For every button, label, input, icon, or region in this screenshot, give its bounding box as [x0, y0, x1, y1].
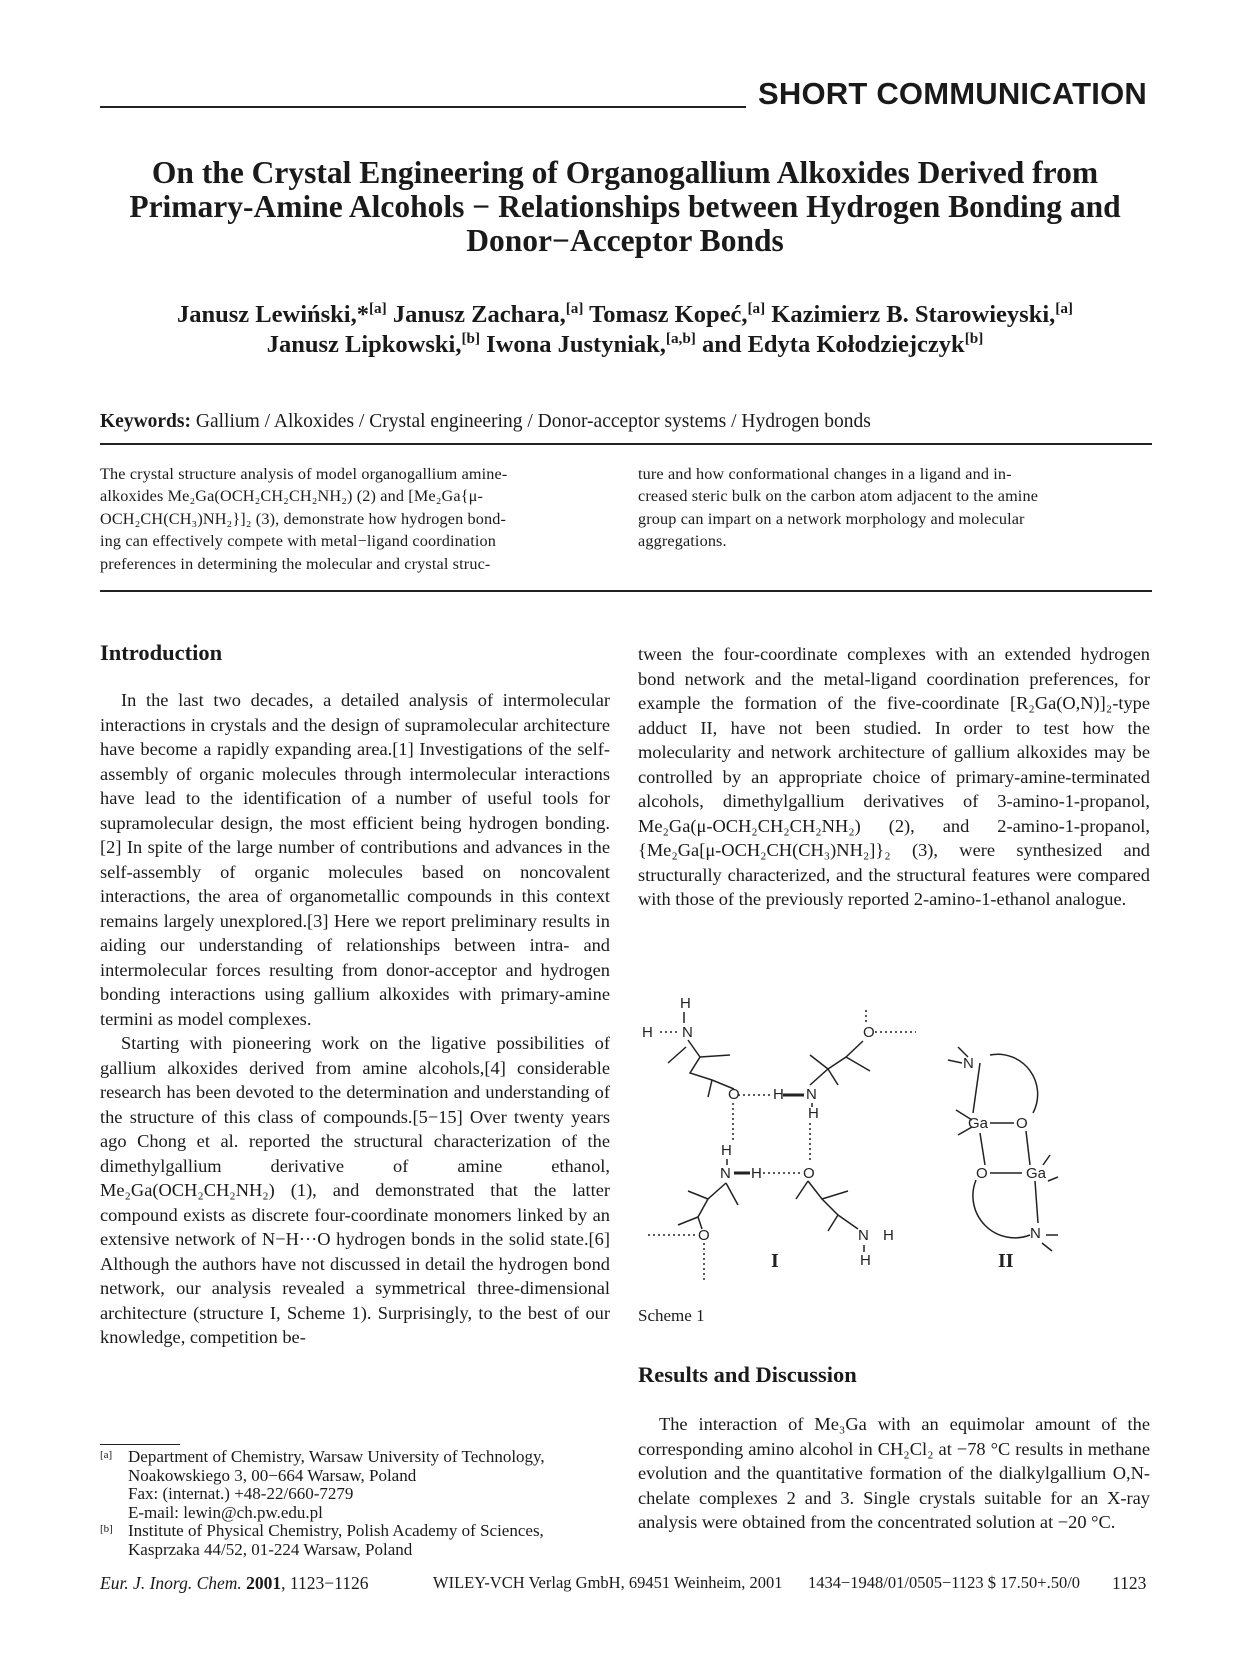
abstract-line: OCH₂CH(CH₃)NH₂}]₂ (3), demonstrate how hydrogen bond- [100, 509, 507, 528]
footnote-a [100, 1448, 610, 1522]
footnote-marker: [a] [100, 1449, 113, 1461]
footnote-line: Kasprzaka 44/52, 01-224 Warsaw, Poland [128, 1539, 413, 1559]
author-list [100, 300, 1150, 360]
left-column [100, 688, 610, 1350]
section-heading-introduction: Introduction [100, 640, 223, 665]
atom-label: H [860, 1252, 871, 1269]
footnote-marker: [b] [100, 1523, 113, 1536]
section-label: SHORT COMMUNICATION [758, 76, 1147, 111]
footnote-line: Institute of Physical Chemistry, Polish Academy of Sciences, [128, 1521, 544, 1541]
atom-label: O [803, 1165, 815, 1182]
author-affiliation: [b] [964, 329, 984, 347]
footnote-line: Fax: (internat.) +48-22/660-7279 [128, 1484, 354, 1504]
keywords-rule [100, 443, 1152, 445]
author-affiliation: [a] [1055, 299, 1073, 317]
journal-name: Eur. J. Inorg. Chem. [100, 1573, 242, 1593]
results-text [638, 1412, 1150, 1535]
scheme-caption: Scheme 1 [638, 1306, 705, 1325]
abstract-left [100, 463, 610, 575]
author-line-1 [100, 300, 1150, 330]
atom-label: H [642, 1024, 653, 1041]
atom-label: O [728, 1086, 740, 1103]
abstract-line: alkoxides Me₂Ga(OCH₂CH₂CH₂NH₂) (2) and [Me₂Ga{μ- [100, 487, 483, 506]
atom-label: N [963, 1055, 974, 1072]
atom-label: N [806, 1086, 817, 1103]
paragraph: Starting with pioneering work on the ligative possibilities of gallium alkoxides derived from amine alcohols,[4] considerable research has been devoted to the determination and understanding of the structure of this class of compounds.[5−15] Over twenty years ago Chong et al. reported the structural characterization of the dimethylgallium derivative of amine ethanol, Me₂Ga(OCH₂CH₂NH₂) (1), and demonstrated that the latter compound exists as discrete four-coordinate monomers linked by an extensive network of N−H···O hydrogen bonds in the solid state.[6] Although the authors have not discussed in detail the hydrogen bond network, our analysis revealed a symmetrical three-dimensional architecture (structure I, Scheme 1). Surprisingly, to the best of our knowledge, competition be- [100, 1033, 610, 1347]
abstract-line: The crystal structure analysis of model organogallium amine- [100, 465, 508, 483]
header-rule [100, 106, 746, 108]
title-line-3: Donor−Acceptor Bonds [466, 223, 784, 258]
keywords [100, 411, 1152, 433]
paragraph: The interaction of Me₃Ga with an equimolar amount of the corresponding amino alcohol in CH₂Cl₂ at −78 °C results in methane evolution and the quantitative formation of the dialkylgallium O,N-chelate complexes 2 and 3. Single crystals suitable for an X-ray analysis were obtained from the concentrated solution at −20 °C. [638, 1414, 1150, 1532]
footer-publisher: WILEY-VCH Verlag GmbH, 69451 Weinheim, 2001 [433, 1573, 783, 1592]
page-number: 1123 [1112, 1573, 1147, 1593]
structure-label-I: I [771, 1250, 779, 1272]
atom-label: O [698, 1227, 710, 1244]
footnote-rule [100, 1444, 180, 1445]
atom-label: N [858, 1227, 869, 1244]
footnote-line: Department of Chemistry, Warsaw University of Technology, [128, 1447, 545, 1466]
atom-label: H [680, 995, 691, 1012]
atom-label: H [751, 1165, 762, 1182]
abstract-line: aggregations. [638, 532, 727, 551]
right-column [638, 642, 1150, 912]
atom-label: Ga [968, 1115, 989, 1132]
author: Janusz Lipkowski, [266, 331, 462, 358]
atom-label: Ga [1026, 1165, 1047, 1182]
author: Janusz Zachara, [392, 301, 566, 328]
atom-label: H [721, 1142, 732, 1159]
author-affiliation: [a] [565, 299, 584, 317]
footnotes [100, 1448, 610, 1560]
atom-label: H [883, 1227, 894, 1244]
author-affiliation: [a,b] [665, 329, 696, 347]
atom-label: N [720, 1165, 731, 1182]
author: Janusz Lewiński,* [177, 301, 369, 328]
atom-label: N [682, 1024, 693, 1041]
scheme-1-figure [638, 985, 1150, 1285]
journal-pages: , 1123−1126 [281, 1573, 369, 1593]
author-affiliation: [b] [461, 329, 481, 347]
keywords-label: Keywords: [100, 411, 191, 432]
author: Iwona Justyniak, [486, 331, 666, 358]
footnote-line: E-mail: lewin@ch.pw.edu.pl [128, 1502, 323, 1522]
footer-citation [100, 1573, 368, 1594]
author-affiliation: [a] [368, 299, 387, 317]
author: and Edyta Kołodziejczyk [701, 331, 965, 358]
author-line-2 [100, 330, 1150, 360]
journal-year: 2001 [246, 1573, 282, 1593]
author-affiliation: [a] [747, 299, 766, 317]
author: Tomasz Kopeć, [589, 301, 748, 328]
title-line-2: Primary-Amine Alcohols − Relationships between Hydrogen Bonding and [129, 189, 1121, 224]
keywords-text: Gallium / Alkoxides / Crystal engineering / Donor-acceptor systems / Hydrogen bonds [195, 411, 871, 432]
footnote-b [100, 1522, 610, 1559]
title-line-1: On the Crystal Engineering of Organogallium Alkoxides Derived from [151, 155, 1099, 190]
section-heading-results: Results and Discussion [638, 1362, 857, 1387]
article-title [100, 156, 1150, 258]
atom-label: H [808, 1105, 819, 1122]
author: Kazimierz B. Starowieyski, [771, 301, 1056, 328]
footer-code: 1434−1948/01/0505−1123 $ 17.50+.50/0 [808, 1573, 1081, 1592]
abstract-line: ture and how conformational changes in a ligand and in- [638, 465, 1012, 483]
atom-label: O [863, 1024, 875, 1041]
abstract-line: creased steric bulk on the carbon atom adjacent to the amine [638, 487, 1039, 506]
paragraph: tween the four-coordinate complexes with an extended hydrogen bond network and the metal-ligand coordination preferences, for example the formation of the five-coordinate [R₂Ga(O,N)]₂-type adduct II, have not been studied. In order to test how the molecularity and network architecture of gallium alkoxides may be controlled by an appropriate choice of primary-amine-terminated alcohols, dimethylgallium derivatives of 3-amino-1-propanol, Me₂Ga(μ-OCH₂CH₂CH₂NH₂) (2), and 2-amino-1-propanol, {Me₂Ga[μ-OCH₂CH(CH₃)NH₂]}₂ (3), were synthesized and structurally characterized, and the structural features were compared with those of the previously reported 2-amino-1-ethanol analogue. [638, 644, 1150, 909]
atom-label: H [773, 1086, 784, 1103]
paragraph: In the last two decades, a detailed analysis of intermolecular interactions in crystals and the design of supramolecular architecture have become a rapidly expanding area.[1] Investigations of the self-assembly of organic molecules through intermolecular interactions have lead to the identification of a number of useful tools for supramolecular design, the most efficient being hydrogen bonding.[2] In spite of the large number of contributions and advances in the self-assembly of organic molecules based on noncovalent interactions, the area of organometallic compounds in this context remains largely unexplored.[3] Here we report preliminary results in aiding our understanding of relationships between intra- and intermolecular forces resulting from donor-acceptor and hydrogen bonding interactions using gallium alkoxides with primary-amine termini as model complexes. [100, 690, 610, 1029]
atom-label: O [1016, 1115, 1028, 1132]
abstract-line: group can impart on a network morphology and molecular [638, 509, 1025, 528]
abstract-line: ing can effectively compete with metal−ligand coordination [100, 532, 497, 551]
abstract-rule [100, 590, 1152, 592]
abstract-right [638, 463, 1150, 553]
abstract-line: preferences in determining the molecular and crystal struc- [100, 554, 491, 573]
atom-label: N [1030, 1225, 1041, 1242]
structure-label-II: II [998, 1250, 1014, 1272]
atom-label: O [976, 1165, 988, 1182]
footnote-line: Noakowskiego 3, 00−664 Warsaw, Poland [128, 1465, 417, 1485]
